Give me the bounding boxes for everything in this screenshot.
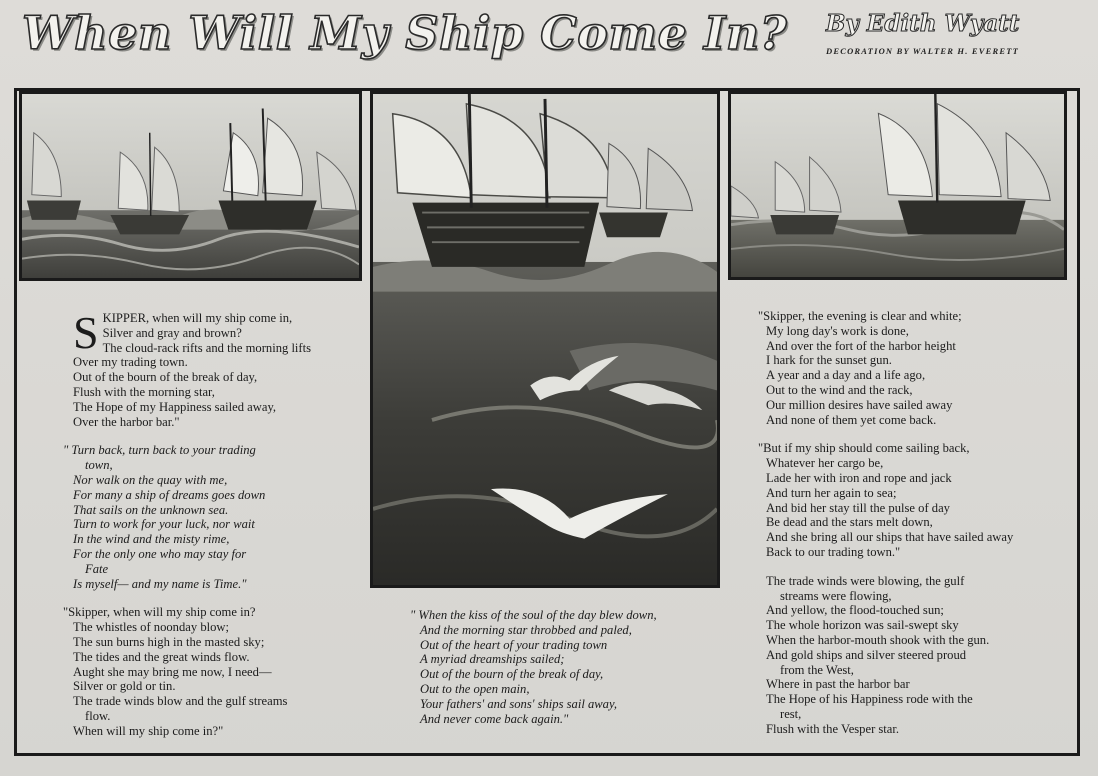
poem-line: And none of them yet come back. bbox=[766, 412, 937, 427]
illustration-ships-left bbox=[19, 91, 362, 281]
poem-line: "But if my ship should come sailing back, bbox=[758, 441, 970, 456]
poem-line: Flush with the Vesper star. bbox=[766, 721, 900, 736]
poem-line: Out of the bourn of the break of day, bbox=[73, 370, 258, 385]
poem-stanza bbox=[73, 307, 363, 429]
poem-line: Out of the heart of your trading town bbox=[420, 637, 608, 652]
poem-line: Over my trading town. bbox=[73, 355, 188, 370]
poem-line: Over the harbor bar." bbox=[73, 414, 180, 429]
author-byline: By Edith Wyatt bbox=[826, 10, 1020, 37]
poem-line: Your fathers' and sons' ships sail away, bbox=[420, 696, 618, 711]
poem-line: Out of the bourn of the break of day, bbox=[420, 667, 604, 682]
poem-line: And bid her stay till the pulse of day bbox=[766, 500, 950, 515]
poem-line: A myriad dreamships sailed; bbox=[420, 652, 565, 667]
poem-stanza bbox=[758, 441, 1068, 559]
poem-line: The trade winds blow and the gulf streams bbox=[73, 694, 288, 709]
poem-line: The trade winds were blowing, the gulf bbox=[766, 573, 965, 588]
poem-line: And never come back again." bbox=[420, 711, 569, 726]
poem-line: The whole horizon was sail-swept sky bbox=[766, 618, 959, 633]
poem-stanza bbox=[63, 605, 363, 738]
poem-line: The Hope of my Happiness sailed away, bbox=[73, 399, 277, 414]
poem-line: Nor walk on the quay with me, bbox=[73, 472, 228, 487]
poem-stanza bbox=[63, 443, 363, 591]
poem-line: rest, bbox=[780, 706, 802, 721]
page-title: When Will My Ship Come In? bbox=[22, 6, 788, 60]
poem-line: flow. bbox=[85, 708, 111, 723]
poem-line: I hark for the sunset gun. bbox=[766, 353, 892, 368]
poem-line: Turn to work for your luck, nor wait bbox=[73, 517, 255, 532]
poem-line: Silver and gray and brown? bbox=[102, 325, 242, 340]
poem-line: The tides and the great winds flow. bbox=[73, 649, 250, 664]
poem-line: And gold ships and silver steered proud bbox=[766, 647, 967, 662]
poem-line: Where in past the harbor bar bbox=[766, 677, 910, 692]
poem-line: streams were flowing, bbox=[780, 588, 892, 603]
poem-line: Aught she may bring me now, I need— bbox=[73, 664, 272, 679]
drop-cap: S bbox=[73, 307, 99, 358]
poem-line: Flush with the morning star, bbox=[73, 384, 215, 399]
poem-line: And the morning star throbbed and paled, bbox=[420, 622, 632, 637]
poem-line: The cloud-rack rifts and the morning lifts bbox=[102, 340, 312, 355]
poem-line: When will my ship come in?" bbox=[73, 723, 224, 738]
poem-line: And turn her again to sea; bbox=[766, 485, 897, 500]
poem-stanza bbox=[758, 574, 1068, 737]
poem-line: A year and a day and a life ago, bbox=[766, 368, 926, 383]
poem-line: And over the fort of the harbor height bbox=[766, 338, 956, 353]
illustration-galleon-center bbox=[370, 91, 720, 588]
poem-line: In the wind and the misty rime, bbox=[73, 532, 230, 547]
poem-line: For the only one who may stay for bbox=[73, 546, 247, 561]
poem-center-column bbox=[410, 608, 720, 726]
poem-line: That sails on the unknown sea. bbox=[73, 502, 229, 517]
poem-line: town, bbox=[85, 458, 113, 473]
poem-line: When the harbor-mouth shook with the gun. bbox=[766, 632, 990, 647]
poem-line: Be dead and the stars melt down, bbox=[766, 515, 933, 530]
poem-line: Out to the open main, bbox=[420, 681, 530, 696]
poem-stanza bbox=[758, 309, 1068, 427]
poem-line: Out to the wind and the rack, bbox=[766, 382, 913, 397]
poem-line: " When the kiss of the soul of the day blew down, bbox=[410, 608, 657, 622]
poem-line: Lade her with iron and rope and jack bbox=[766, 470, 952, 485]
poem-line: And yellow, the flood-touched sun; bbox=[766, 603, 944, 618]
poem-line: Whatever her cargo be, bbox=[766, 456, 884, 471]
poem-line: The Hope of his Happiness rode with the bbox=[766, 692, 973, 707]
illustration-fleet-right bbox=[728, 91, 1067, 280]
poem-line: "Skipper, the evening is clear and white; bbox=[758, 309, 962, 323]
poem-line: "Skipper, when will my ship come in? bbox=[63, 605, 256, 620]
poem-left-column bbox=[63, 307, 363, 753]
poem-line: Our million desires have sailed away bbox=[766, 397, 953, 412]
decoration-credit: DECORATION BY WALTER H. EVERETT bbox=[826, 46, 1019, 56]
poem-line: My long day's work is done, bbox=[766, 323, 909, 338]
poem-line: The whistles of noonday blow; bbox=[73, 620, 230, 635]
poem-line: from the West, bbox=[780, 662, 854, 677]
poem-line: The sun burns high in the masted sky; bbox=[73, 634, 265, 649]
poem-line: Back to our trading town." bbox=[766, 544, 901, 559]
poem-line: For many a ship of dreams goes down bbox=[73, 487, 266, 502]
poem-line: " Turn back, turn back to your trading bbox=[63, 443, 256, 458]
poem-right-column bbox=[758, 309, 1068, 751]
poem-line: Is myself— and my name is Time." bbox=[73, 576, 247, 591]
poem-line: Silver or gold or tin. bbox=[73, 679, 176, 694]
poem-line: KIPPER, when will my ship come in, bbox=[102, 311, 293, 325]
poem-line: Fate bbox=[85, 561, 109, 576]
poem-line: And she bring all our ships that have sailed away bbox=[766, 530, 1014, 545]
